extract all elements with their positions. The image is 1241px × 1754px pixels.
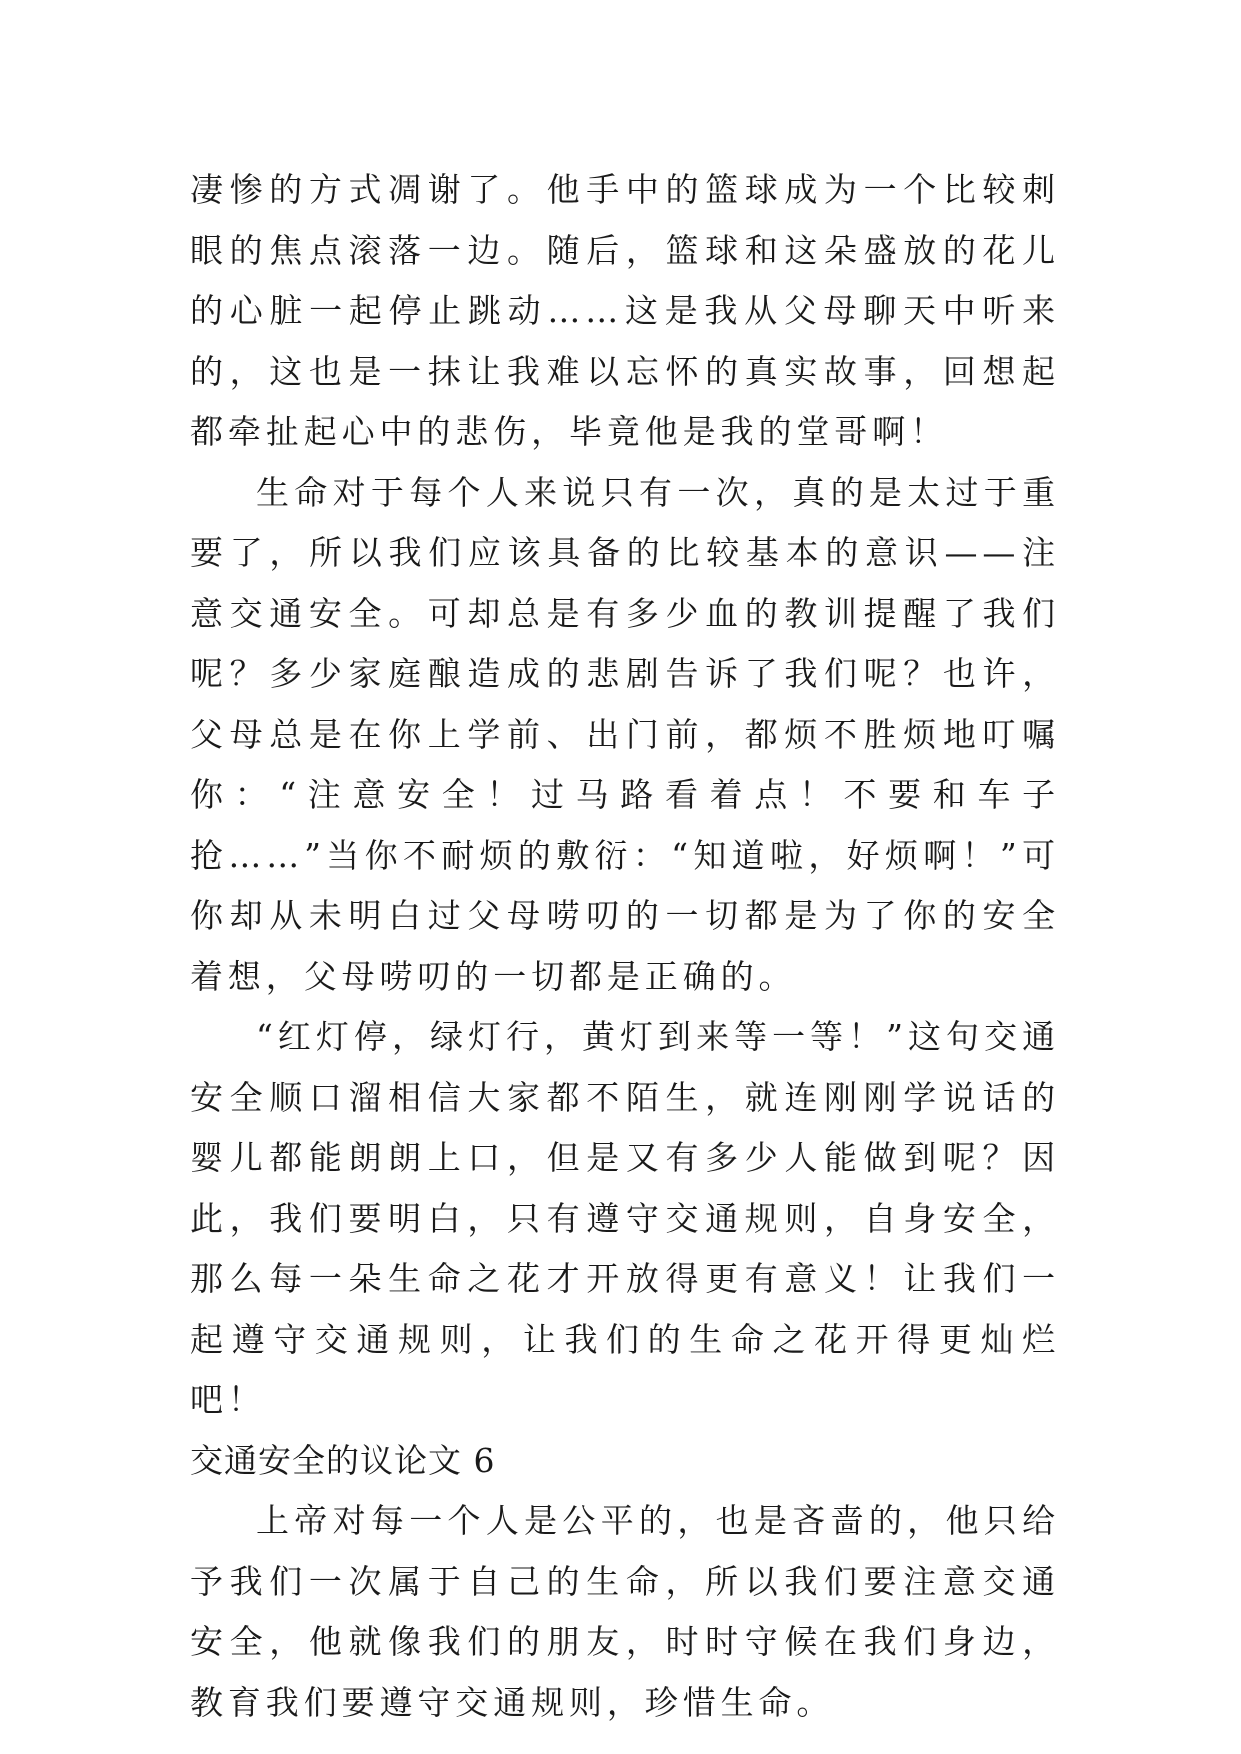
document-body (190, 160, 1060, 1733)
paragraph-traffic-rhyme: “红灯停，绿灯行，黄灯到来等一等！”这句交通安全顺口溜相信大家都不陌生，就连刚刚学说话的婴儿都能朗朗上口，但是又有多少人能做到呢？因此，我们要明白，只有遵守交通规则，自身安全，那么每一朵生命之花才开放得更有意义！让我们一起遵守交通规则，让我们的生命之花开得更灿烂吧！ (190, 1017, 1060, 1419)
section-heading: 交通安全的议论文 6 (190, 1440, 496, 1480)
paragraph-section-intro: 上帝对每一个人是公平的，也是吝啬的，他只给予我们一次属于自己的生命，所以我们要注意交通安全，他就像我们的朋友，时时守候在我们身边，教育我们要遵守交通规则，珍惜生命。 (190, 1501, 1060, 1722)
paragraph-continuation: 凄惨的方式凋谢了。他手中的篮球成为一个比较刺眼的焦点滚落一边。随后，篮球和这朵盛放的花儿的心脏一起停止跳动……这是我从父母聊天中听来的，这也是一抹让我难以忘怀的真实故事，回想起都牵扯起心中的悲伤，毕竟他是我的堂哥啊！ (190, 170, 1060, 451)
paragraph-life-importance: 生命对于每个人来说只有一次，真的是太过于重要了，所以我们应该具备的比较基本的意识——注意交通安全。可却总是有多少血的教训提醒了我们呢？多少家庭酿造成的悲剧告诉了我们呢？也许，父母总是在你上学前、出门前，都烦不胜烦地叮嘱你：“注意安全！过马路看着点！不要和车子抢……”当你不耐烦的敷衍：“知道啦，好烦啊！”可你却从未明白过父母唠叨的一切都是为了你的安全着想，父母唠叨的一切都是正确的。 (190, 472, 1060, 996)
